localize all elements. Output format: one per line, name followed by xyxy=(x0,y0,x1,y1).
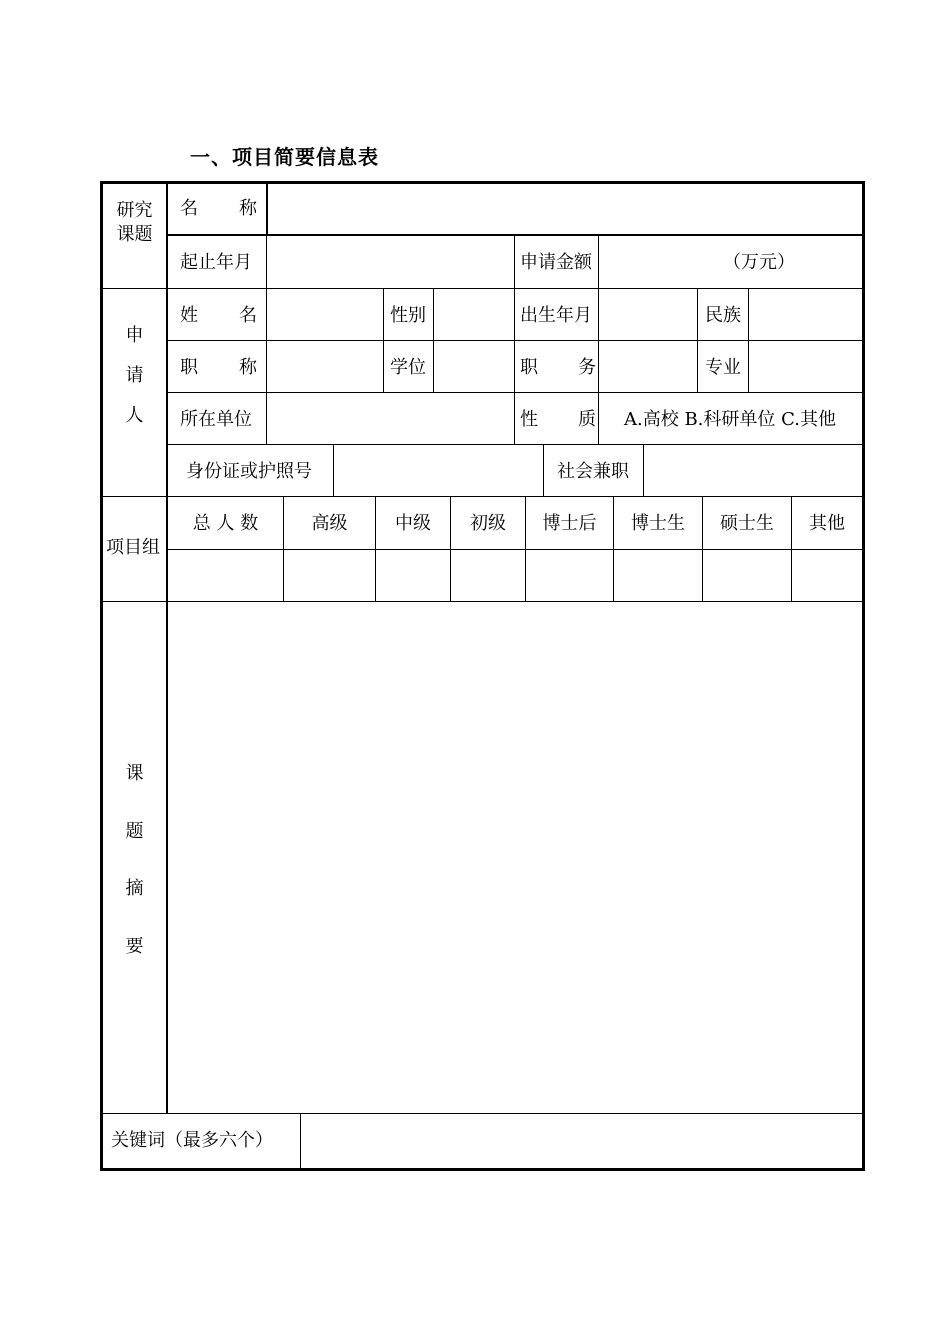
abstract-field[interactable] xyxy=(169,602,861,1112)
keywords-field[interactable] xyxy=(302,1115,861,1167)
major-field[interactable] xyxy=(750,342,861,391)
research-topic-label: 研究 课题 xyxy=(116,200,153,245)
amount-unit: （万元） xyxy=(723,252,795,273)
keywords-label: 关键词（最多六个） xyxy=(111,1130,273,1151)
team-master-field[interactable] xyxy=(703,550,791,600)
team-header-phd: 博士生 xyxy=(631,513,685,534)
team-senior-field[interactable] xyxy=(284,550,375,600)
team-header-other: 其他 xyxy=(809,513,845,534)
applicant-label: 申 请 人 xyxy=(125,325,144,426)
abstract-label: 课 题 摘 要 xyxy=(125,763,144,957)
topic-name-label: 名 称 xyxy=(180,198,257,219)
project-team-label: 项目组 xyxy=(106,537,160,558)
unit-label: 所在单位 xyxy=(180,409,252,430)
amount-field[interactable] xyxy=(600,251,862,275)
major-label: 专业 xyxy=(705,357,741,378)
ethnicity-field[interactable] xyxy=(750,290,861,339)
id-field[interactable] xyxy=(335,446,542,495)
professional-title-field[interactable] xyxy=(268,342,382,391)
period-field[interactable] xyxy=(268,237,513,287)
applicant-name-field[interactable] xyxy=(268,290,382,339)
gender-label: 性别 xyxy=(390,305,426,326)
applicant-name-label: 姓 名 xyxy=(180,305,257,326)
ethnicity-label: 民族 xyxy=(705,305,741,326)
team-phd-field[interactable] xyxy=(614,550,702,600)
gender-field[interactable] xyxy=(435,290,513,339)
id-label: 身份证或护照号 xyxy=(186,461,312,482)
team-intermediate-field[interactable] xyxy=(376,550,450,600)
page-title: 一、项目简要信息表 xyxy=(190,145,379,169)
team-other-field[interactable] xyxy=(792,550,862,600)
team-header-junior: 初级 xyxy=(470,513,506,534)
team-total-field[interactable] xyxy=(168,550,283,600)
unit-field[interactable] xyxy=(268,394,513,443)
birth-field[interactable] xyxy=(600,290,696,339)
team-header-total: 总 人 数 xyxy=(192,513,259,534)
nature-options[interactable]: A.高校 B.科研单位 C.其他 xyxy=(624,409,836,430)
team-junior-field[interactable] xyxy=(451,550,525,600)
team-postdoc-field[interactable] xyxy=(526,550,613,600)
birth-label: 出生年月 xyxy=(520,305,592,326)
amount-label: 申请金额 xyxy=(520,252,592,273)
period-label: 起止年月 xyxy=(180,252,252,273)
team-header-intermediate: 中级 xyxy=(395,513,431,534)
position-label: 职 务 xyxy=(520,357,596,378)
team-header-master: 硕士生 xyxy=(720,513,774,534)
position-field[interactable] xyxy=(600,342,696,391)
degree-label: 学位 xyxy=(390,357,426,378)
professional-title-label: 职 称 xyxy=(180,357,257,378)
social-field[interactable] xyxy=(645,446,861,495)
team-header-postdoc: 博士后 xyxy=(542,513,597,534)
team-header-senior: 高级 xyxy=(311,513,348,534)
topic-name-field[interactable] xyxy=(269,184,861,234)
social-label: 社会兼职 xyxy=(557,461,629,482)
nature-label: 性 质 xyxy=(520,409,596,430)
degree-field[interactable] xyxy=(435,342,513,391)
